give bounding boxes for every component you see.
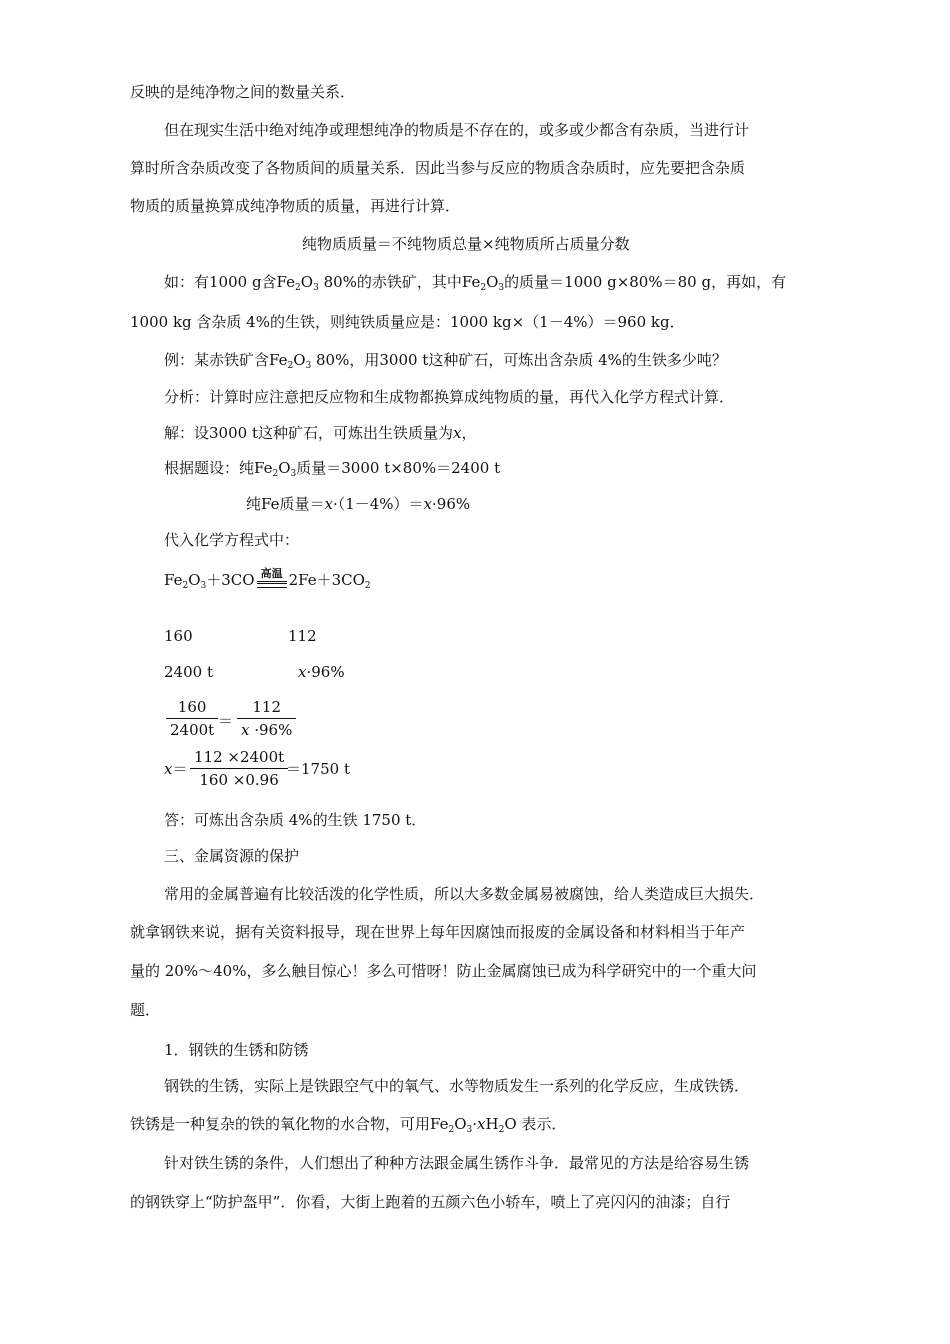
text-line: 铁锈是一种复杂的铁的氧化物的水合物，可用$Fe_2O_3\cdot xH_2O$ 表示．	[130, 1115, 567, 1135]
section-heading: 三、金属资源的保护	[164, 847, 300, 865]
text-line: 常用的金属普遍有比较活泼的化学性质，所以大多数金属易被腐蚀，给人类造成巨大损失．	[164, 885, 765, 903]
given-line: 纯Fe质量＝x·（1－4%）＝x·96%	[246, 495, 471, 513]
equals-sign: ＝	[218, 712, 234, 730]
actual-mass-value: x·96%	[298, 663, 345, 681]
text-line: 物质的质量换算成纯净物质的质量，再进行计算．	[130, 197, 461, 215]
problem-statement: 例：某赤铁矿含$Fe_2O_3$ 80%，用3000 t这种矿石，可炼出含杂质 4%的生铁多少吨？	[164, 351, 727, 371]
molar-mass-value: 160	[164, 627, 193, 645]
text-line: 题．	[130, 1001, 161, 1019]
reaction-condition: 高温	[255, 570, 289, 590]
text-line: 但在现实生活中绝对纯净或理想纯净的物质是不存在的，或多或少都含有杂质，当进行计	[164, 121, 750, 139]
example-line: 如：有1000 g含$Fe_2O_3$ 80%的赤铁矿，其中$Fe_2O_3$的质量＝1000 g×80%＝80 g，再如，有	[164, 273, 787, 293]
text-line: 反映的是纯净物之间的数量关系．	[130, 83, 356, 101]
text-line: 针对铁生锈的条件，人们想出了种种方法跟金属生锈作斗争．最常见的方法是给容易生锈	[164, 1154, 750, 1172]
text-line: 量的 20%～40%，多么触目惊心！多么可惜呀！防止金属腐蚀已成为科学研究中的一个重大问	[130, 962, 757, 980]
proportion-fraction: 112 x ·96%	[237, 698, 296, 739]
chemical-equation: $Fe_2O_3+3CO$ 高温 $2Fe+3CO_2$	[164, 567, 371, 591]
given-line: 根据题设：纯$Fe_2O_3$质量＝3000 t×80%＝2400 t	[164, 459, 501, 479]
solution-line: 解：设3000 t这种矿石，可炼出生铁质量为x，	[164, 424, 477, 442]
answer-line: 答：可炼出含杂质 4%的生铁 1750 t．	[164, 811, 427, 829]
text-line: 的钢铁穿上“防护盔甲”．你看，大街上跑着的五颜六色小轿车，喷上了亮闪闪的油漆；自行	[130, 1193, 731, 1211]
molar-mass-value: 112	[288, 627, 317, 645]
calc-result: ＝1750 t	[286, 760, 350, 778]
centered-formula: 纯物质质量＝不纯物质总量×纯物质所占质量分数	[302, 235, 630, 253]
calc-variable: x＝	[164, 760, 188, 778]
example-line: 1000 kg 含杂质 4%的生铁，则纯铁质量应是：1000 kg×（1－4%）＝960 kg．	[130, 313, 685, 331]
proportion-fraction: 160 2400t	[166, 698, 218, 739]
text-line: 算时所含杂质改变了各物质间的质量关系．因此当参与反应的物质含杂质时，应先要把含杂质	[130, 159, 746, 177]
text-line: 代入化学方程式中：	[164, 531, 300, 549]
text-line: 钢铁的生锈，实际上是铁跟空气中的氧气、水等物质发生一系列的化学反应，生成铁锈．	[164, 1077, 750, 1095]
text-line: 就拿钢铁来说，据有关资料报导，现在世界上每年因腐蚀而报废的金属设备和材料相当于年产	[130, 923, 746, 941]
analysis-line: 分析：计算时应注意把反应物和生成物都换算成纯物质的量，再代入化学方程式计算．	[164, 388, 735, 406]
subsection-heading: 1．钢铁的生锈和防锈	[164, 1041, 309, 1059]
actual-mass-value: 2400 t	[164, 663, 213, 681]
calc-fraction: 112 ×2400t 160 ×0.96	[190, 748, 288, 789]
